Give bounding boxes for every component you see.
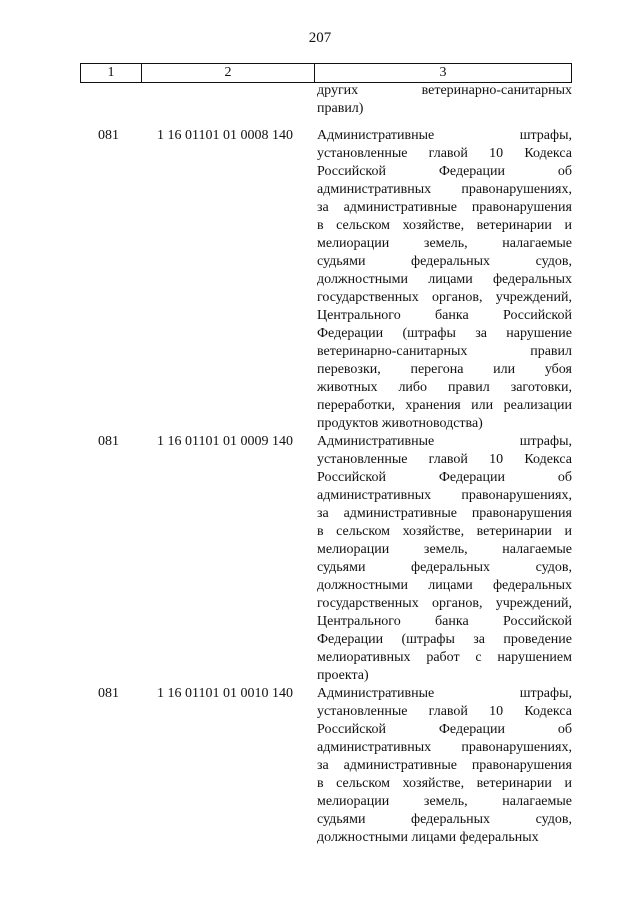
description-line: должностными лицами федеральных <box>317 830 539 845</box>
description-line: государственных органов, учреждений, <box>317 596 572 611</box>
description-line: административных правонарушениях, <box>317 488 572 503</box>
header-col-1: 1 <box>81 64 142 83</box>
header-col-3: 3 <box>315 64 572 83</box>
description-line: переработки, хранения или реализации <box>317 398 572 413</box>
description-line: административных правонарушениях, <box>317 182 572 197</box>
description-line: продуктов животноводства) <box>317 416 483 431</box>
description-line: Административные штрафы, <box>317 128 572 143</box>
admin-code: 081 <box>98 128 119 143</box>
description-line: Административные штрафы, <box>317 686 572 701</box>
description-line: должностными лицами федеральных <box>317 272 572 287</box>
table-header <box>80 63 572 83</box>
description-line: в сельском хозяйстве, ветеринарии и <box>317 524 572 539</box>
description-line: судьями федеральных судов, <box>317 560 572 575</box>
admin-code: 081 <box>98 434 119 449</box>
description-line: Российской Федерации об <box>317 470 572 485</box>
description-line: правил) <box>317 101 364 116</box>
description-line: мелиорации земель, налагаемые <box>317 236 572 251</box>
description-line: Российской Федерации об <box>317 164 572 179</box>
description-line: ветеринарно-санитарных правил <box>317 344 572 359</box>
description-line: других ветеринарно-санитарных <box>317 83 572 98</box>
description-line: в сельском хозяйстве, ветеринарии и <box>317 218 572 233</box>
header-col-2: 2 <box>142 64 315 83</box>
kbk-code: 1 16 01101 01 0010 140 <box>157 686 293 701</box>
description-line: административных правонарушениях, <box>317 740 572 755</box>
description-line: Центрального банка Российской <box>317 614 572 629</box>
description-line: Административные штрафы, <box>317 434 572 449</box>
description-line: установленные главой 10 Кодекса <box>317 704 572 719</box>
description-line: за административные правонарушения <box>317 506 572 521</box>
row-description <box>317 685 572 847</box>
description-line: животных либо правил заготовки, <box>317 380 572 395</box>
description-line: за административные правонарушения <box>317 758 572 773</box>
admin-code: 081 <box>98 686 119 701</box>
description-line: мелиорации земель, налагаемые <box>317 794 572 809</box>
description-line: установленные главой 10 Кодекса <box>317 452 572 467</box>
description-line: мелиоративных работ с нарушением <box>317 650 572 665</box>
row-description <box>317 433 572 685</box>
kbk-code: 1 16 01101 01 0009 140 <box>157 434 293 449</box>
description-line: перевозки, перегона или убоя <box>317 362 572 377</box>
description-line: проекта) <box>317 668 369 683</box>
page-number: 207 <box>308 30 332 46</box>
kbk-code: 1 16 01101 01 0008 140 <box>157 128 293 143</box>
description-line: Российской Федерации об <box>317 722 572 737</box>
description-line: мелиорации земель, налагаемые <box>317 542 572 557</box>
description-line: Федерации (штрафы за проведение <box>317 632 572 647</box>
continuation-description <box>317 82 572 118</box>
description-line: судьями федеральных судов, <box>317 254 572 269</box>
description-line: Центрального банка Российской <box>317 308 572 323</box>
description-line: установленные главой 10 Кодекса <box>317 146 572 161</box>
description-line: Федерации (штрафы за нарушение <box>317 326 572 341</box>
row-description <box>317 127 572 433</box>
description-line: в сельском хозяйстве, ветеринарии и <box>317 776 572 791</box>
description-line: должностными лицами федеральных <box>317 578 572 593</box>
description-line: государственных органов, учреждений, <box>317 290 572 305</box>
description-line: за административные правонарушения <box>317 200 572 215</box>
description-line: судьями федеральных судов, <box>317 812 572 827</box>
